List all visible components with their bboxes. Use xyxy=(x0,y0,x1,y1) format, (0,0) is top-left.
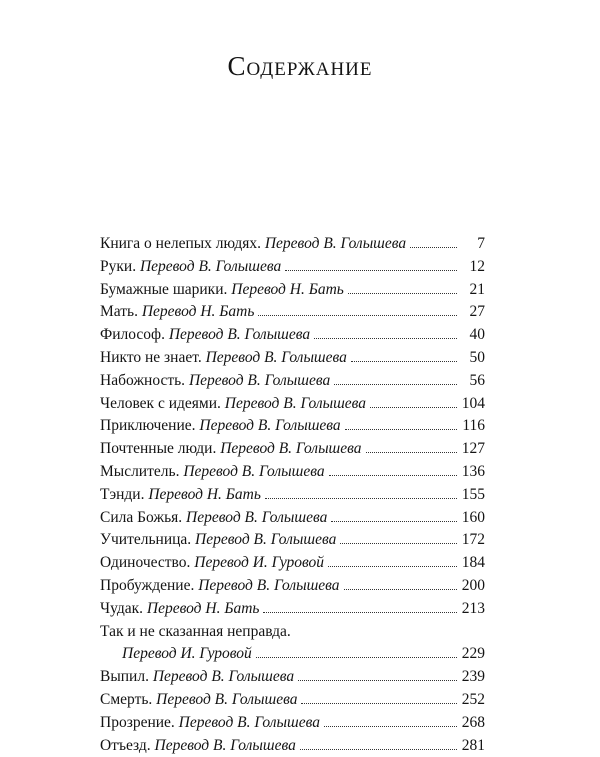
toc-entry-title: Почтенные люди. xyxy=(100,440,217,458)
toc-entry-translator: Перевод В. Голышева xyxy=(205,348,347,366)
toc-entry-title: Приключение. xyxy=(100,417,196,435)
toc-entry-translator: Перевод В. Голышева xyxy=(220,440,362,458)
toc-entry-translator: Перевод В. Голышева xyxy=(154,736,296,754)
dot-leader xyxy=(300,749,457,750)
dot-leader xyxy=(263,612,457,613)
toc-entry xyxy=(100,643,485,666)
toc-entry-page: 239 xyxy=(461,668,485,686)
toc-entry-title: Тэнди. xyxy=(100,485,145,503)
dot-leader xyxy=(256,657,457,658)
toc-entry-title-line xyxy=(100,621,485,644)
toc-entry-translator: Перевод В. Голышева xyxy=(198,576,340,594)
dot-leader xyxy=(285,270,457,271)
toc-entry-title: Бумажные шарики. xyxy=(100,280,228,298)
toc-entry xyxy=(100,370,485,393)
toc-entry-translator: Перевод Н. Бать xyxy=(141,303,255,321)
toc-entry-page: 160 xyxy=(461,508,485,526)
toc-entry-translator: Перевод В. Голышева xyxy=(264,235,407,252)
toc-entry-page: 172 xyxy=(461,531,485,549)
toc-entry-translator: Перевод В. Голышева xyxy=(156,690,298,708)
page-title: Содержание xyxy=(227,51,373,81)
toc-entry-title: Сила Божья. xyxy=(100,508,183,526)
dot-leader xyxy=(344,589,457,590)
toc-entry-translator: Перевод В. Голышева xyxy=(183,462,325,480)
toc-entry-page: 7 xyxy=(477,235,485,252)
toc-entry-title: Так и не сказанная неправда. xyxy=(100,622,291,640)
toc-entry xyxy=(100,301,485,324)
toc-entry xyxy=(100,712,485,735)
toc-entry xyxy=(100,575,485,598)
toc-entry-title: Выпил. xyxy=(100,668,149,686)
toc-entry-page: 104 xyxy=(461,394,485,412)
toc-entry xyxy=(100,256,485,279)
table-of-contents xyxy=(100,233,485,757)
toc-entry xyxy=(100,415,485,438)
toc-entry-title: Мать. xyxy=(100,303,138,321)
dot-leader xyxy=(301,703,457,704)
toc-entry-title: Философ. xyxy=(100,326,165,344)
toc-entry-title: Набожность. xyxy=(100,371,186,389)
toc-entry-translator: Перевод И. Гуровой xyxy=(194,554,325,572)
toc-entry-page: 281 xyxy=(461,736,485,754)
toc-entry-page: 40 xyxy=(469,326,485,344)
dot-leader xyxy=(370,407,457,408)
toc-entry-translator: Перевод В. Голышева xyxy=(152,668,295,686)
toc-entry-title: Книга о нелепых людях. xyxy=(100,235,261,252)
toc-entry-page: 127 xyxy=(461,440,485,458)
toc-entry-page: 229 xyxy=(461,645,485,663)
dot-leader xyxy=(258,315,457,316)
toc-entry xyxy=(100,279,485,302)
toc-entry xyxy=(100,438,485,461)
dot-leader xyxy=(324,726,457,727)
toc-entry-translator: Перевод Н. Бать xyxy=(231,280,344,298)
toc-entry xyxy=(100,666,485,689)
toc-entry-title: Мыслитель. xyxy=(100,462,180,480)
toc-entry-page: 252 xyxy=(461,690,485,708)
toc-entry-title: Человек с идеями. xyxy=(100,394,221,412)
toc-entry-title: Одиночество. xyxy=(100,554,191,572)
toc-entry-title: Пробуждение. xyxy=(100,576,195,594)
toc-entry-translator: Перевод И. Гуровой xyxy=(122,645,252,663)
toc-entry-page: 136 xyxy=(461,462,485,480)
toc-entry xyxy=(100,393,485,416)
toc-entry-page: 268 xyxy=(461,713,485,731)
dot-leader xyxy=(366,452,457,453)
toc-entry-title: Учительница. xyxy=(100,531,192,549)
dot-leader xyxy=(331,521,457,522)
dot-leader xyxy=(329,475,457,476)
toc-entry-title: Руки. xyxy=(100,257,137,275)
dot-leader xyxy=(298,680,457,681)
dot-leader xyxy=(314,338,457,339)
toc-entry-page: 50 xyxy=(469,348,485,366)
toc-entry xyxy=(100,233,485,256)
toc-entry-title: Отъезд. xyxy=(100,736,151,754)
toc-entry-page: 213 xyxy=(461,599,485,617)
toc-entry xyxy=(100,552,485,575)
toc-entry xyxy=(100,598,485,621)
toc-entry-translator: Перевод В. Голышева xyxy=(178,713,320,731)
toc-entry-page: 12 xyxy=(469,257,485,275)
dot-leader xyxy=(328,566,457,567)
toc-entry xyxy=(100,484,485,507)
dot-leader xyxy=(334,384,457,385)
toc-entry-title: Никто не знает. xyxy=(100,348,202,366)
dot-leader xyxy=(348,293,457,294)
toc-entry-translator: Перевод В. Голышева xyxy=(199,417,341,435)
toc-entry xyxy=(100,324,485,347)
toc-entry-title: Смерть. xyxy=(100,690,153,708)
toc-entry-page: 184 xyxy=(461,554,485,572)
toc-entry-title: Чудак. xyxy=(100,599,144,617)
dot-leader xyxy=(340,543,457,544)
dot-leader xyxy=(410,247,457,248)
toc-entry-page: 155 xyxy=(461,485,485,503)
toc-entry-translator: Перевод В. Голышева xyxy=(188,371,331,389)
toc-entry xyxy=(100,735,485,757)
toc-entry xyxy=(100,529,485,552)
toc-entry xyxy=(100,461,485,484)
toc-entry-page: 21 xyxy=(469,280,485,298)
toc-entry-page: 116 xyxy=(462,417,485,435)
toc-entry xyxy=(100,507,485,530)
toc-entry-title: Прозрение. xyxy=(100,713,175,731)
toc-entry-translator: Перевод В. Голышева xyxy=(195,531,337,549)
toc-entry-translator: Перевод Н. Бать xyxy=(146,599,260,617)
dot-leader xyxy=(351,361,457,362)
toc-entry xyxy=(100,347,485,370)
toc-entry-translator: Перевод Н. Бать xyxy=(148,485,261,503)
toc-entry-page: 200 xyxy=(461,576,485,594)
toc-entry xyxy=(100,689,485,712)
toc-entry-translator: Перевод В. Голышева xyxy=(224,394,367,412)
toc-entry-page: 27 xyxy=(469,303,485,321)
toc-entry-translator: Перевод В. Голышева xyxy=(139,257,282,275)
dot-leader xyxy=(265,498,457,499)
toc-entry-page: 56 xyxy=(469,371,485,389)
dot-leader xyxy=(345,429,457,430)
toc-entry-translator: Перевод В. Голышева xyxy=(168,326,311,344)
toc-entry-translator: Перевод В. Голышева xyxy=(186,508,328,526)
